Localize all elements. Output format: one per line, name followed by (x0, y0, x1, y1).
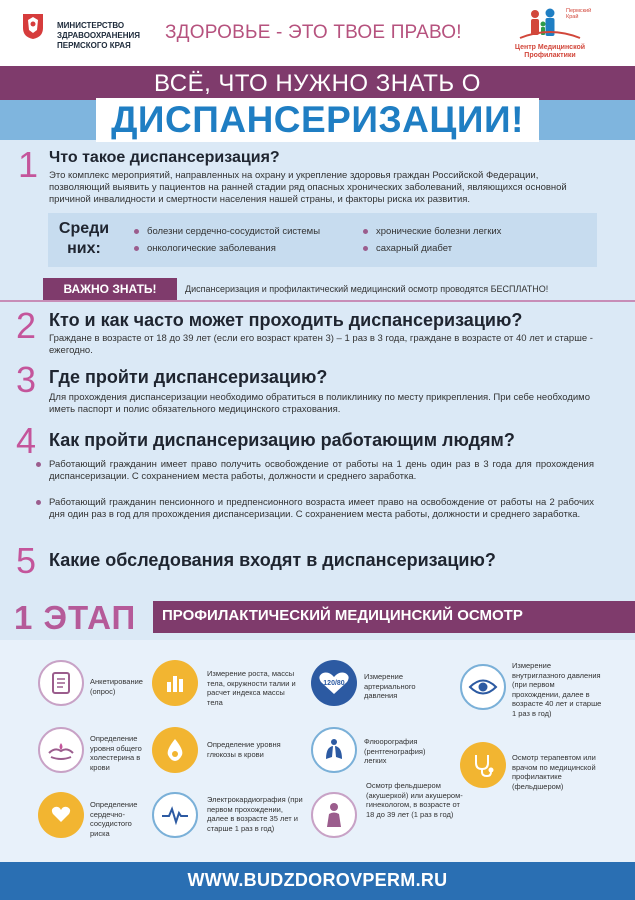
stage-title: ПРОФИЛАКТИЧЕСКИЙ МЕДИЦИНСКИЙ ОСМОТР (162, 607, 523, 624)
ecg-icon (152, 792, 198, 838)
section-heading: Кто и как часто может проходить диспансеризацию? (49, 310, 523, 330)
stethoscope-icon (460, 742, 506, 788)
section-heading: Какие обследования входят в диспансеризацию? (49, 550, 496, 570)
page-title: ДИСПАНСЕРИЗАЦИИ! (111, 99, 524, 140)
section-bullet: Работающий гражданин пенсионного и предпенсионного возраста имеет право на освобождение от работы на 2 рабочих дня один раз в год для прохождения диспансеризации. С сохранением места работы, должности и среднего заработка. (49, 497, 594, 520)
svg-text:120/80: 120/80 (323, 680, 345, 687)
section-text: Это комплекс мероприятий, направленных на охрану и укрепление здоровья граждан Российской Федерации, позволяющий выявить у пациентов на ранней стадии ряд опасных хронических заболеваний, являющихся основной причиной инвалидности и смертности населения нашей страны, и факторы риска их развития. (49, 170, 567, 205)
coat-of-arms-icon (22, 12, 44, 40)
bullet-dot (36, 500, 41, 505)
exam-label: Осмотр фельдшером (акушеркой) или акушером-гинекологом, в возрасте от 18 до 39 лет (1 раз в год) (366, 781, 463, 819)
section-heading: Что такое диспансеризация? (49, 149, 280, 166)
section-bullet: Работающий гражданин имеет право получить освобождение от работы на 1 день один раз в 3 года для прохождения диспансеризации. С сохранением места работы, должности и среднего заработка. (49, 459, 594, 482)
questionnaire-icon (38, 660, 84, 706)
slogan: ЗДОРОВЬЕ - ЭТО ТВОЕ ПРАВО! (165, 22, 462, 43)
exam-label: Анкетирование (опрос) (90, 677, 143, 696)
exam-label: Электрокардиография (при первом прохождении, далее в возрасте 35 лет и старше 1 раз в год) (207, 795, 303, 833)
section-text: Для прохождения диспансеризации необходимо обратиться в поликлинику по месту прикрепления. При себе необходимо иметь паспорт и полис обязательного медицинского страхования. (49, 392, 590, 415)
exam-label: Измерение внутриглазного давления (при первом прохождении, далее в возрасте 40 лет и старше 1 раз в год) (512, 661, 602, 718)
section-number: 2 (16, 305, 37, 346)
section-heading: Как пройти диспансеризацию работающим людям? (49, 430, 515, 450)
cmp-region: Пермский Край (566, 8, 592, 20)
list-item: болезни сердечно-сосудистой системы (134, 226, 320, 237)
ministry-name: МИНИСТЕРСТВО ЗДРАВООХРАНЕНИЯ ПЕРМСКОГО КРАЯ (57, 21, 140, 50)
section-number: 5 (16, 540, 37, 581)
title-line1: ВСЁ, ЧТО НУЖНО ЗНАТЬ О (154, 70, 481, 97)
among-label: Среди них: (58, 220, 110, 257)
important-label: ВАЖНО ЗНАТЬ! (63, 282, 157, 296)
hands-cholesterol-icon (38, 727, 84, 773)
divider (0, 300, 635, 302)
lungs-xray-icon (311, 727, 357, 773)
section-number: 3 (16, 359, 37, 400)
eye-icon (460, 664, 506, 710)
section-text: Граждане в возрасте от 18 до 39 лет (если его возраст кратен 3) – 1 раз в 3 года, граждане в возрасте от 40 лет и старше - ежегодно. (49, 333, 593, 356)
bullet-dot (36, 462, 41, 467)
stage-label: 1 ЭТАП (14, 599, 137, 636)
glucose-drop-icon (152, 727, 198, 773)
section-heading: Где пройти диспансеризацию? (49, 367, 328, 387)
exam-label: Флюорография (рентгенография) легких (364, 737, 426, 765)
cmp-name: Центр Медицинской Профилактики (514, 44, 586, 59)
exam-label: Определение сердечно-сосудистого риска (90, 800, 138, 838)
section-number: 4 (16, 420, 37, 461)
list-item: хронические болезни легких (363, 226, 501, 237)
section-number: 1 (18, 144, 39, 185)
exam-label: Измерение роста, массы тела, окружности талии и расчет индекса массы тела (207, 669, 296, 707)
gynecologist-icon (311, 792, 357, 838)
list-item: онкологические заболевания (134, 243, 276, 254)
important-text: Диспансеризация и профилактический медицинский осмотр проводятся БЕСПЛАТНО! (185, 284, 549, 294)
website-link[interactable]: WWW.BUDZDOROVPERM.RU (187, 870, 448, 890)
height-bars-icon (152, 660, 198, 706)
exam-label: Осмотр терапевтом или врачом по медицинской профилактике (фельдшером) (512, 753, 596, 791)
list-item: сахарный диабет (363, 243, 452, 254)
exam-label: Определение уровня глюкозы в крови (207, 740, 281, 759)
heart-hands-icon (38, 792, 84, 838)
exam-label: Измерение артериального давления (364, 672, 416, 700)
exam-label: Определение уровня общего холестерина в крови (90, 734, 142, 772)
blood-pressure-icon (311, 660, 357, 706)
among-box (48, 213, 597, 267)
